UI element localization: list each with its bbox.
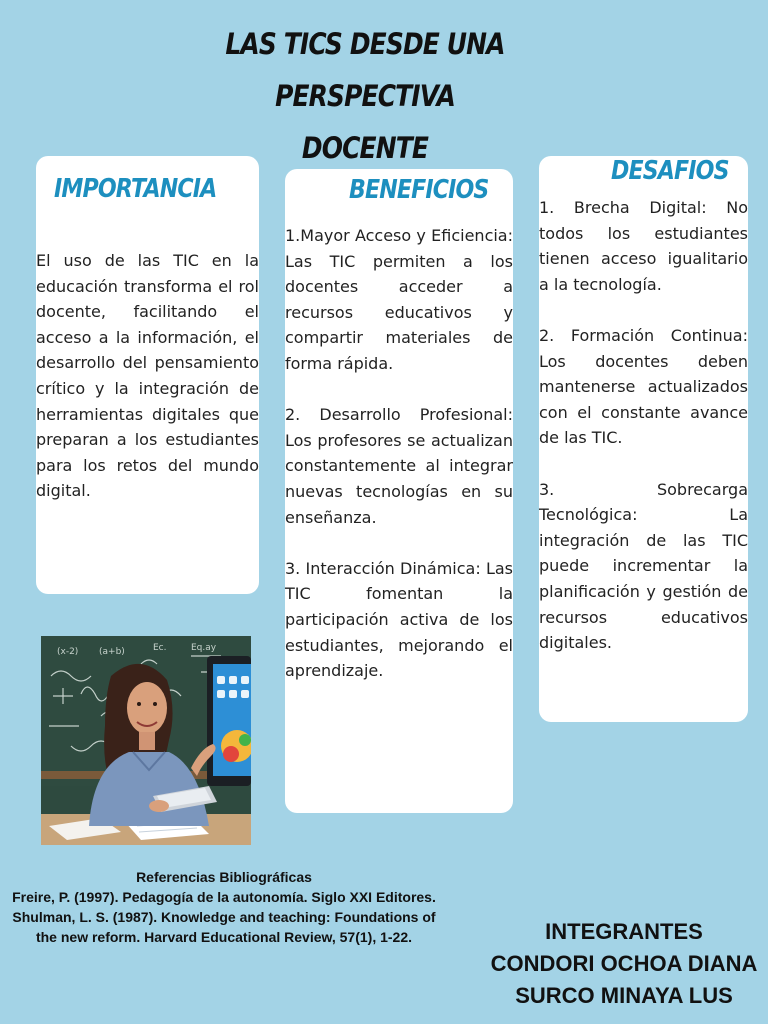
page-title-line-2: DOCENTE [301,131,429,165]
members-heading: INTEGRANTES [545,919,703,944]
desafios-card [539,156,748,722]
member-name-2: SURCO MINAYA LUS [515,983,733,1008]
chalk-text-2: (a+b) [99,647,125,657]
members-section [476,916,768,1012]
references-heading: Referencias Bibliográficas [136,869,312,885]
beneficios-heading: BENEFICIOS [349,175,489,205]
beneficio-item-3: 3. Interacción Dinámica: Las TIC fomentan la participación activa de los estudiantes, mejorando el aprendizaje. [285,558,513,681]
importancia-card [36,156,259,594]
importancia-heading: IMPORTANCIA [54,174,217,204]
importancia-text: El uso de las TIC en la educación transforma el rol docente, facilitando el acceso a la información, el desarrollo del pensamiento crítico y la integración de herramientas digitales que preparan a los estudiantes para los retos del mundo digital. [36,251,259,501]
beneficios-card [285,169,513,813]
teacher-illustration-svg [41,636,251,845]
desafio-item-1: 1. Brecha Digital: No todos los estudiantes tienen acceso igualitario a la tecnología. [539,198,748,294]
teacher-illustration [41,636,251,845]
beneficios-body [285,223,513,684]
beneficio-item-2: 2. Desarrollo Profesional: Los profesores se actualizan constantemente al integrar nuevas tecnologías en su enseñanza. [285,405,513,527]
chalk-text-4: Eq.ay [191,643,217,653]
chalk-text-3: Ec. [153,643,167,653]
chalk-text-1: (x-2) [57,647,79,657]
member-name-1: CONDORI OCHOA DIANA [490,951,758,976]
beneficio-item-1: 1.Mayor Acceso y Eficiencia: Las TIC permiten a los docentes acceder a recursos educativos y compartir materiales de forma rápida. [285,226,513,373]
page-title [154,18,575,174]
desafios-heading: DESAFIOS [611,156,729,186]
desafios-body [539,195,748,656]
page-title-line-1: LAS TICS DESDE UNA PERSPECTIVA [225,27,505,113]
reference-item-1: Freire, P. (1997). Pedagogía de la autonomía. Siglo XXI Editores. [12,889,436,905]
desafio-item-2: 2. Formación Continua: Los docentes deben mantenerse actualizados con el constante avance de las TIC. [539,325,748,448]
reference-item-2: Shulman, L. S. (1987). Knowledge and teaching: Foundations of the new reform. Harvard Educational Review, 57(1), 1-22. [12,909,436,945]
importancia-body [36,248,259,504]
references-section [8,867,440,947]
desafio-item-3: 3. Sobrecarga Tecnológica: La integración de las TIC puede incrementar la planificación y gestión de recursos educativos digitales. [539,479,748,653]
